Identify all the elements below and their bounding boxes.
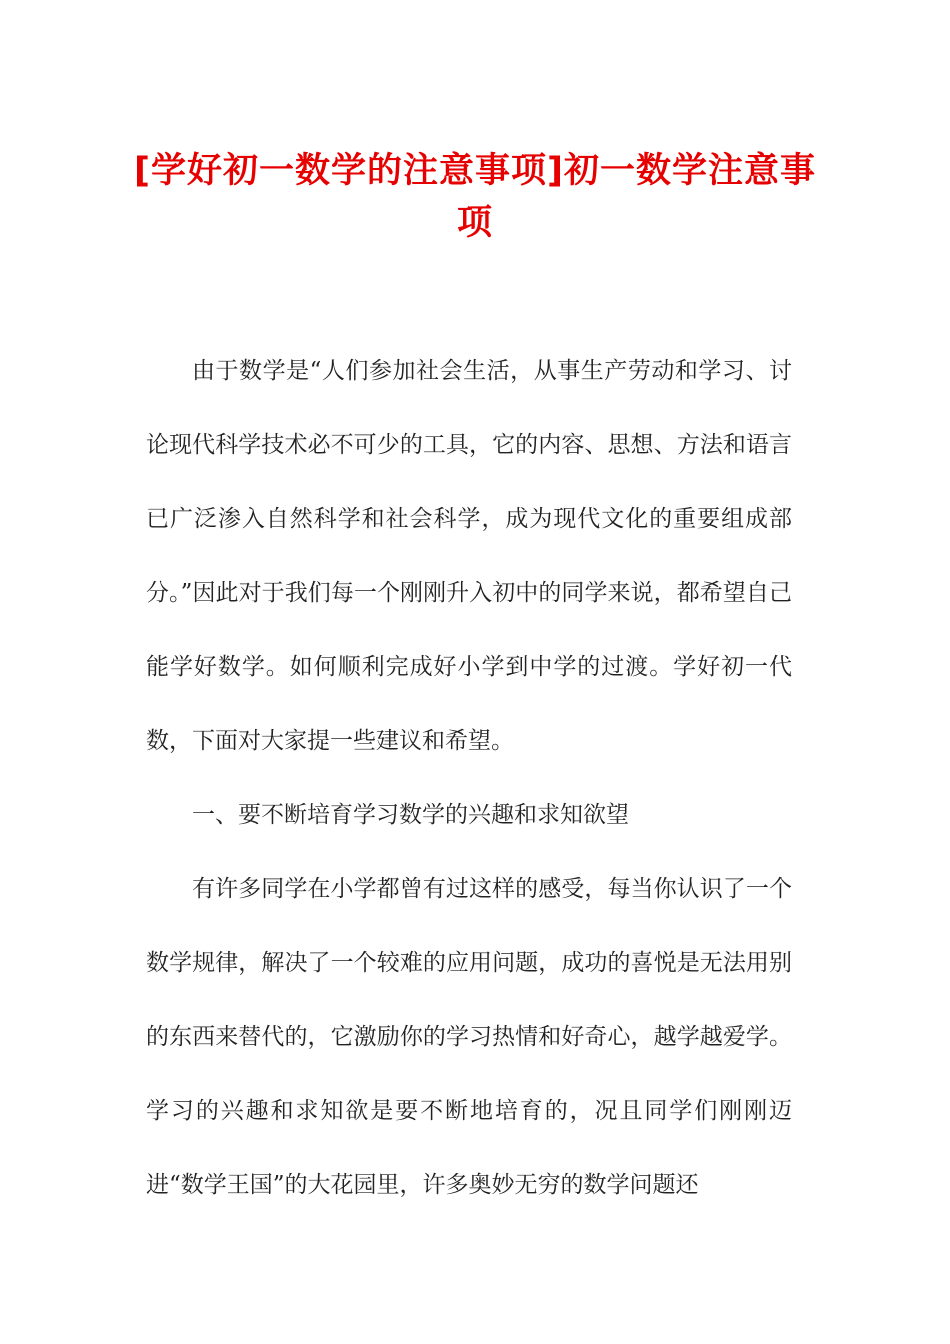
section-heading-1: 一、要不断培育学习数学的兴趣和求知欲望 bbox=[192, 802, 629, 828]
paragraph-intro: 由于数学是“人们参加社会生活，从事生产劳动和学习、讨论现代科学技术必不可少的工具，它的内容、思想、方法和语言已广泛渗入自然科学和社会科学，成为现代文化的重要组成部分。”因此对于我们每一个刚刚升入初中的同学来说，都希望自己能学好数学。如何顺利完成好小学到中学的过渡。学好初一代数，下面对大家提一些建议和希望。 bbox=[146, 358, 792, 754]
paragraph-interest: 有许多同学在小学都曾有过这样的感受，每当你认识了一个数学规律，解决了一个较难的应用问题，成功的喜悦是无法用别的东西来替代的，它激励你的学习热情和好奇心，越学越爱学。学习的兴趣和求知欲是要不断地培育的，况且同学们刚刚迈进“数学王国”的大花园里，许多奥妙无穷的数学问题还 bbox=[146, 876, 792, 1198]
document-title: [学好初一数学的注意事项]初一数学注意事项 bbox=[134, 151, 816, 243]
document-body bbox=[146, 334, 792, 1222]
